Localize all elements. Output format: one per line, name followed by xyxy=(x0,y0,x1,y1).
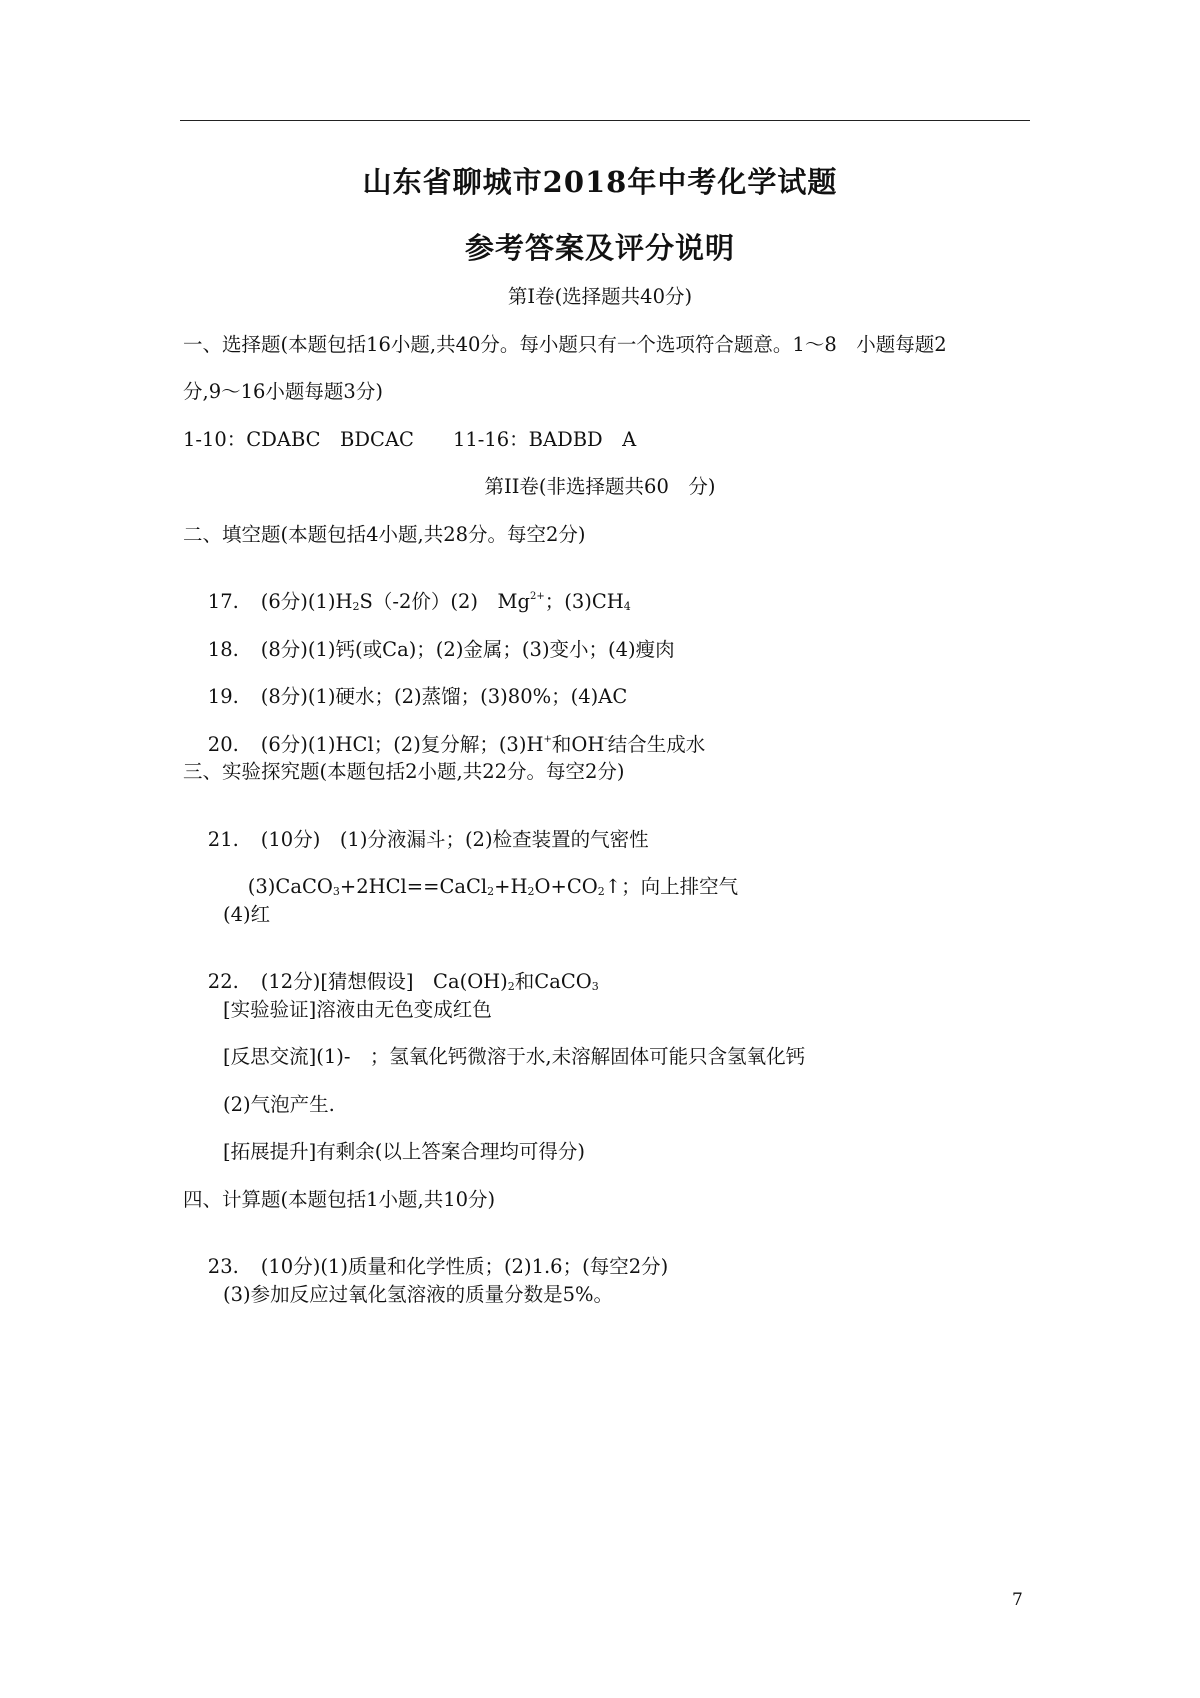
part2-heading: 第II卷(非选择题共60 分) xyxy=(484,475,716,498)
section2-heading: 二、填空题(本题包括4小题,共28分。每空2分) xyxy=(183,523,586,546)
section1-heading-line1: 一、选择题(本题包括16小题,共40分。每小题只有一个选项符合题意。1～8 小题每题2 xyxy=(183,333,947,356)
document-title: 山东省聊城市2018年中考化学试题 xyxy=(362,165,838,199)
question-number: 18. xyxy=(207,637,239,661)
question-number: 19. xyxy=(207,684,239,708)
section4-heading: 四、计算题(本题包括1小题,共10分) xyxy=(183,1188,496,1211)
answer-21: 21. (10分) (1)分液漏斗；(2)检查装置的气密性 xyxy=(207,827,649,851)
answer-22: 22. (12分)[猜想假设] $Ca(OH)_2$和CaCO$_3$ xyxy=(207,969,599,993)
page-number: 7 xyxy=(1012,1590,1023,1610)
answer-22-line2: [实验验证]溶液由无色变成红色 xyxy=(223,998,492,1021)
answer-23-line2: (3)参加反应过氧化氢溶液的质量分数是5%。 xyxy=(223,1283,614,1306)
answer-22-line4: (2)气泡产生. xyxy=(223,1093,335,1116)
answer-23: 23. (10分)(1)质量和化学性质；(2)1.6；(每空2分) xyxy=(207,1254,669,1278)
answer-21-line2: $(3)CaCO_3+2HCl==CaCl_2+H_2O+CO_2↑$；向上排空气 xyxy=(247,874,739,898)
section3-heading: 三、实验探究题(本题包括2小题,共22分。每空2分) xyxy=(183,760,625,783)
question-number: 17. xyxy=(207,589,239,613)
part1-heading: 第I卷(选择题共40分) xyxy=(507,285,693,308)
document-subtitle: 参考答案及评分说明 xyxy=(464,231,735,265)
answer-21-line3: (4)红 xyxy=(223,903,271,926)
answer-22-line5: [拓展提升]有剩余(以上答案合理均可得分) xyxy=(223,1140,585,1163)
answer-22-line3: [反思交流](1)- ；氢氧化钙微溶于水,未溶解固体可能只含氢氧化钙 xyxy=(223,1045,806,1068)
answer-20: 20. (6分)(1)HCl；(2)复分解；(3)H+和OH-结合生成水 xyxy=(207,732,706,756)
choice-answers: 1-10：CDABC BDCAC 11-16：BADBD A xyxy=(183,428,637,451)
question-number: 20. xyxy=(207,732,239,756)
answer-17: 17. (6分)$(1)H_2S(-2$价）(2) $Mg^{2+}$；$(3)CH_4$ xyxy=(207,589,631,613)
question-number: 23. xyxy=(207,1254,239,1278)
top-rule xyxy=(180,120,1030,121)
question-number: 21. xyxy=(207,827,239,851)
answer-18: 18. (8分)(1)钙(或Ca)；(2)金属；(3)变小；(4)瘦肉 xyxy=(207,637,675,661)
section1-heading-line2: 分,9～16小题每题3分) xyxy=(183,380,383,403)
question-number: 22. xyxy=(207,969,239,993)
answer-19: 19. (8分)(1)硬水；(2)蒸馏；(3)80%；(4)AC xyxy=(207,684,628,708)
